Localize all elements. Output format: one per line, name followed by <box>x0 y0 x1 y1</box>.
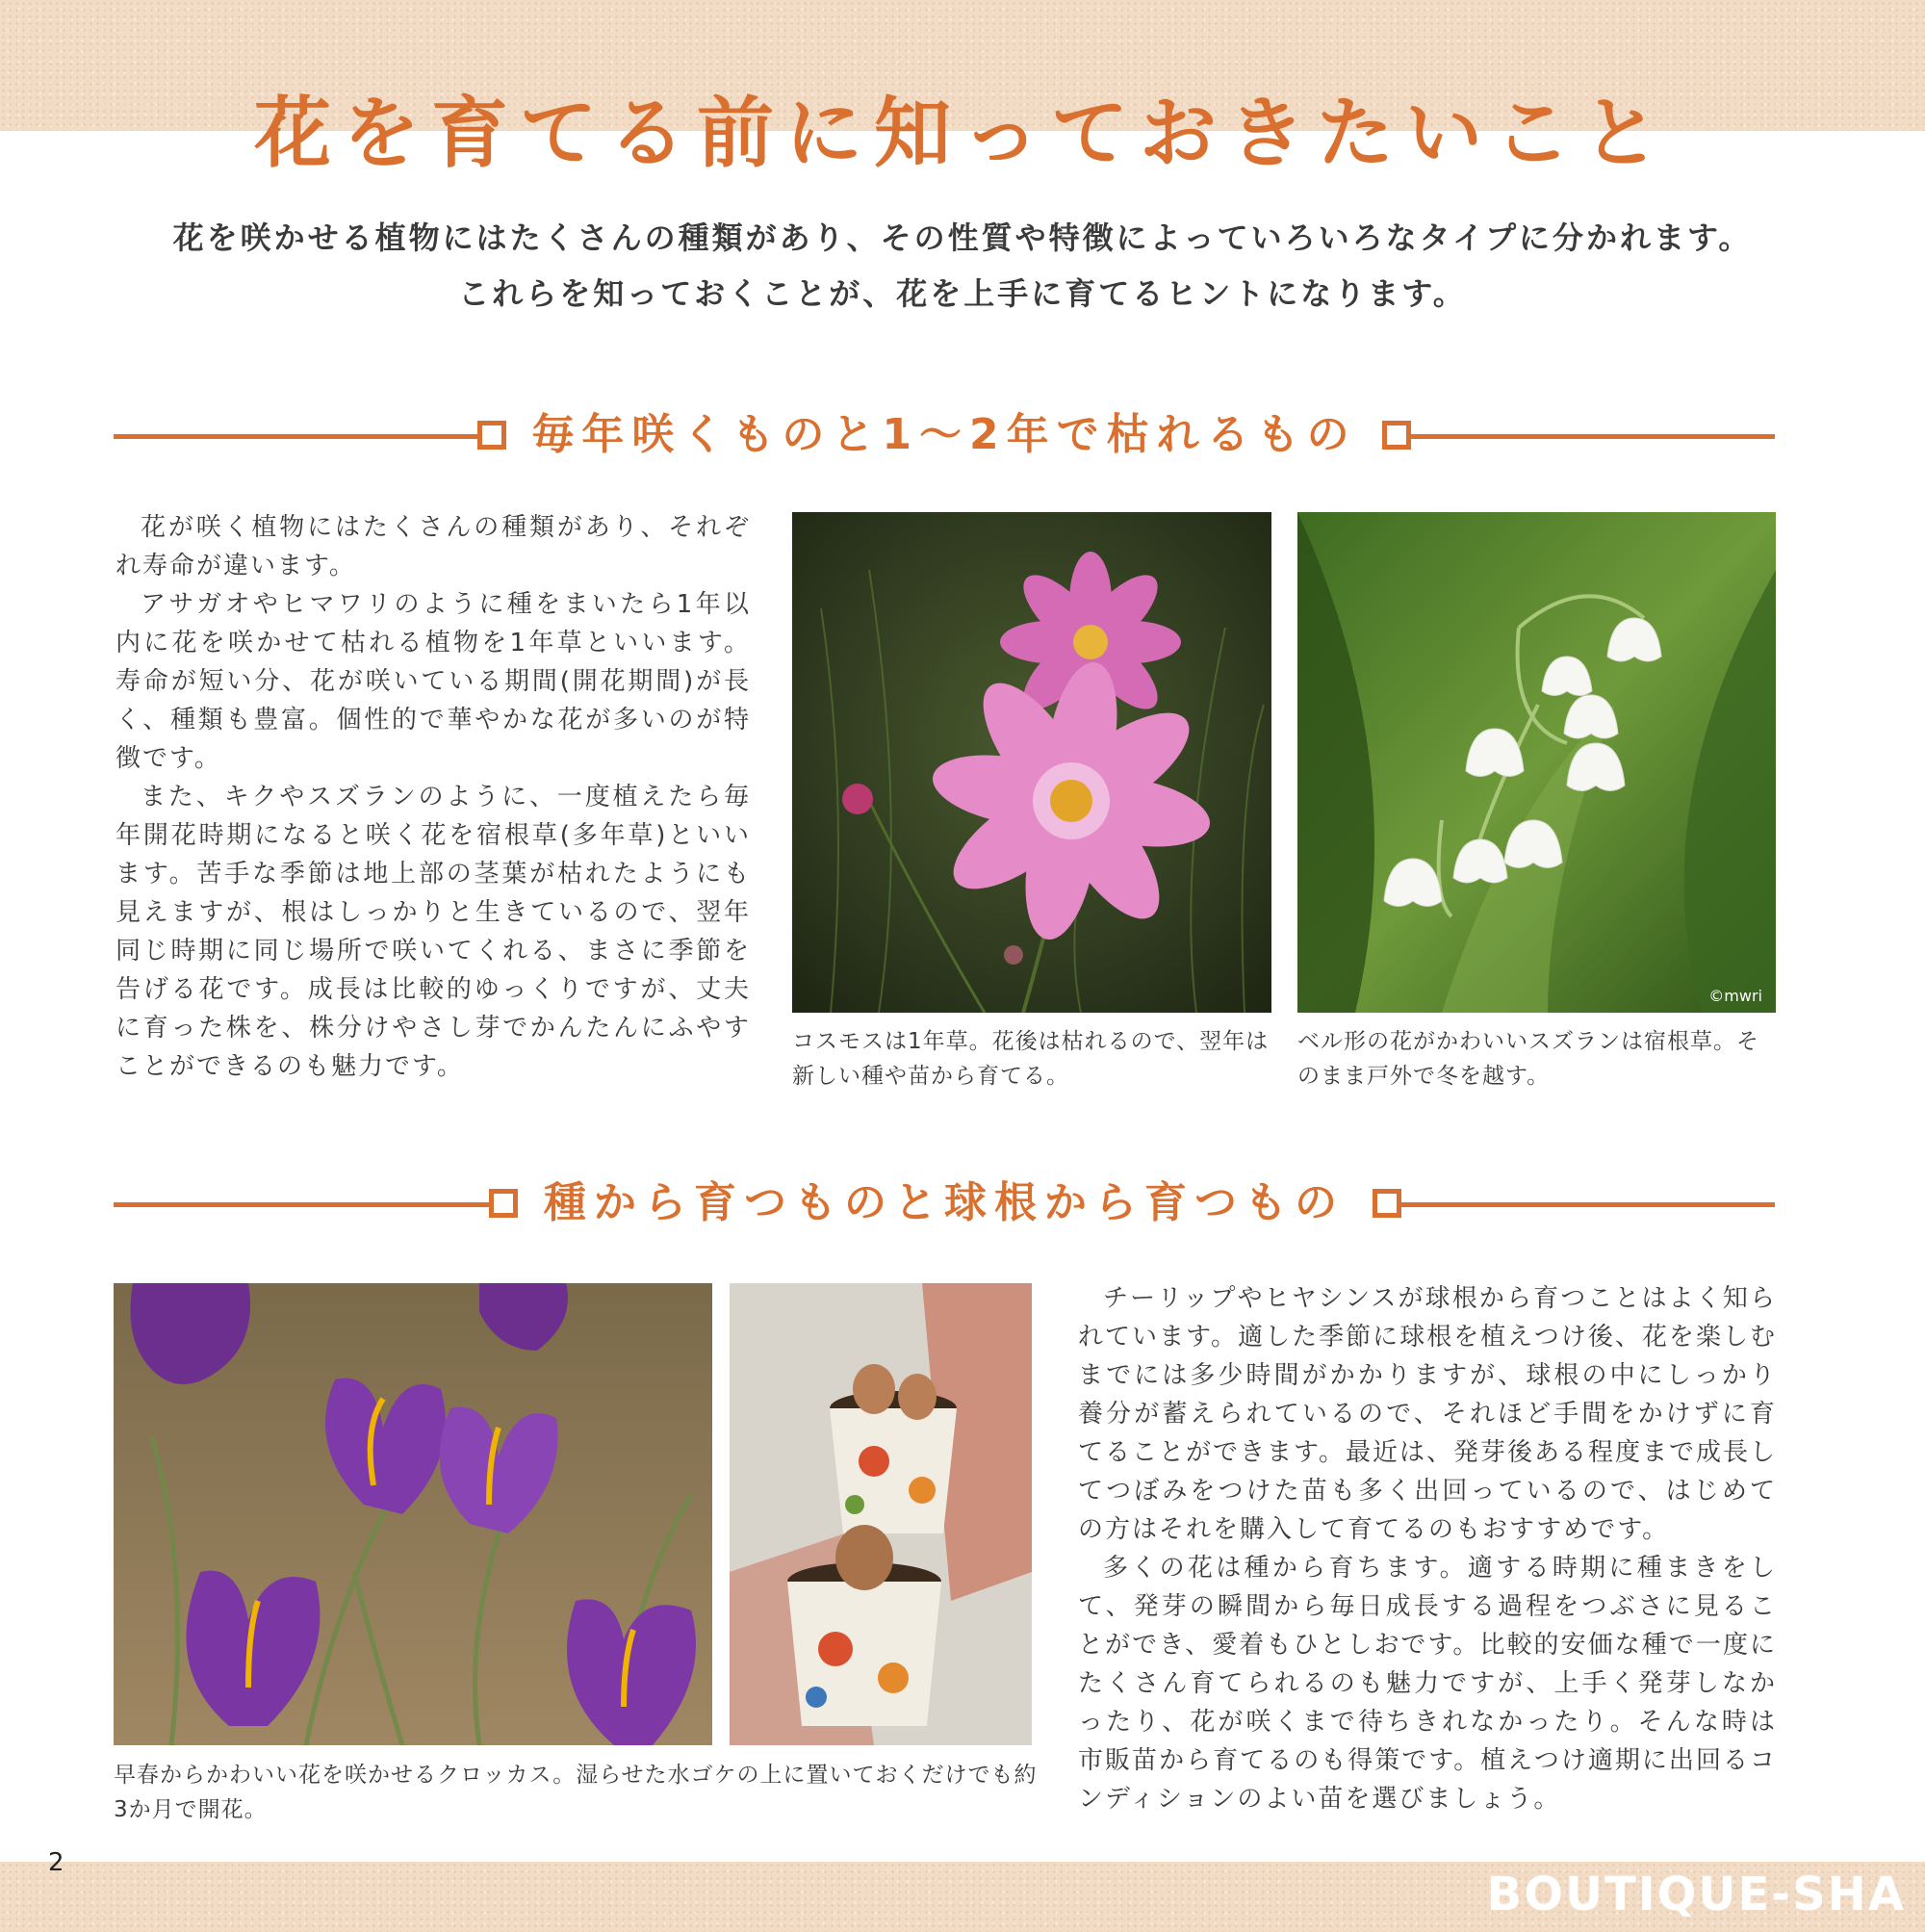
bulb-pots-photo <box>730 1283 1032 1745</box>
intro-text <box>116 210 1810 322</box>
section2-heading <box>114 1180 1775 1228</box>
suzuran-caption: ベル形の花がかわいいスズランは宿根草。そのまま戸外で冬を越す。 <box>1297 1029 1759 1089</box>
section1-heading <box>114 412 1775 460</box>
section1-title: 毎年咲くものと1～2年で枯れるもの <box>531 410 1357 459</box>
cosmos-caption: コスモスは1年草。花後は枯れるので、翌年は新しい種や苗から育てる。 <box>792 1029 1270 1089</box>
publisher-logo: BOUTIQUE-SHA <box>1486 1868 1906 1921</box>
suzuran-photo <box>1297 512 1776 1013</box>
section2-title: 種から育つものと球根から育つもの <box>544 1178 1345 1227</box>
section2-body <box>1078 1279 1777 1818</box>
photo-credit: ©mwri <box>1708 987 1762 1005</box>
crocus-caption: 早春からかわいい花を咲かせるクロッカス。湿らせた水ゴケの上に置いておくだけでも約3か月で開花。 <box>114 1763 1038 1822</box>
page-title: 花を育てる前に知っておきたいこと <box>254 89 1671 178</box>
crocus-photo <box>114 1283 712 1745</box>
section1-paragraph-1: 花が咲く植物にはたくさんの種類があり、それぞれ寿命が違います。 <box>116 513 751 580</box>
intro-line-2: これらを知っておくことが、花を上手に育てるヒントになります。 <box>458 275 1467 312</box>
cosmos-photo <box>792 512 1271 1013</box>
section2-paragraph-2: 多くの花は種から育ちます。適する時期に種まきをして、発芽の瞬間から毎日成長する過程をつぶさに見ることができ、愛着もひとしおです。比較的安価な種で一度にたくさん育てられるのも魅力ですが、上手く発芽しなかったり、花が咲くまで待ちきれなかったり。そんな時は市販苗から育てるのも得策です。植えつけ適期に出回るコンディションのよい苗を選びましょう。 <box>1078 1554 1777 1814</box>
section1-body <box>116 508 751 1086</box>
page-number: 2 <box>48 1848 64 1877</box>
section1-paragraph-3: また、キクやスズランのように、一度植えたら毎年開花時期になると咲く花を宿根草(多年草)といいます。苦手な季節は地上部の茎葉が枯れたようにも見えますが、根はしっかりと生きているので、翌年同じ時期に同じ場所で咲いてくれる、まさに季節を告げる花です。成長は比較的ゆっくりですが、丈夫に育った株を、株分けやさし芽でかんたんにふやすことができるのも魅力です。 <box>116 783 751 1081</box>
section2-paragraph-1: チーリップやヒヤシンスが球根から育つことはよく知られています。適した季節に球根を植えつけ後、花を楽しむまでには多少時間がかかりますが、球根の中にしっかり養分が蓄えられているので、それほど手間をかけずに育てることができます。最近は、発芽後ある程度まで成長してつぼみをつけた苗も多く出回っているので、はじめての方はそれを購入して育てるのもおすすめです。 <box>1078 1284 1777 1544</box>
intro-line-1: 花を咲かせる植物にはたくさんの種類があり、その性質や特徴によっていろいろなタイプに分かれます。 <box>172 219 1753 256</box>
section1-paragraph-2: アサガオやヒマワリのように種をまいたら1年以内に花を咲かせて枯れる植物を1年草といいます。寿命が短い分、花が咲いている期間(開花期間)が長く、種類も豊富。個性的で華やかな花が多いのが特徴です。 <box>116 590 751 773</box>
